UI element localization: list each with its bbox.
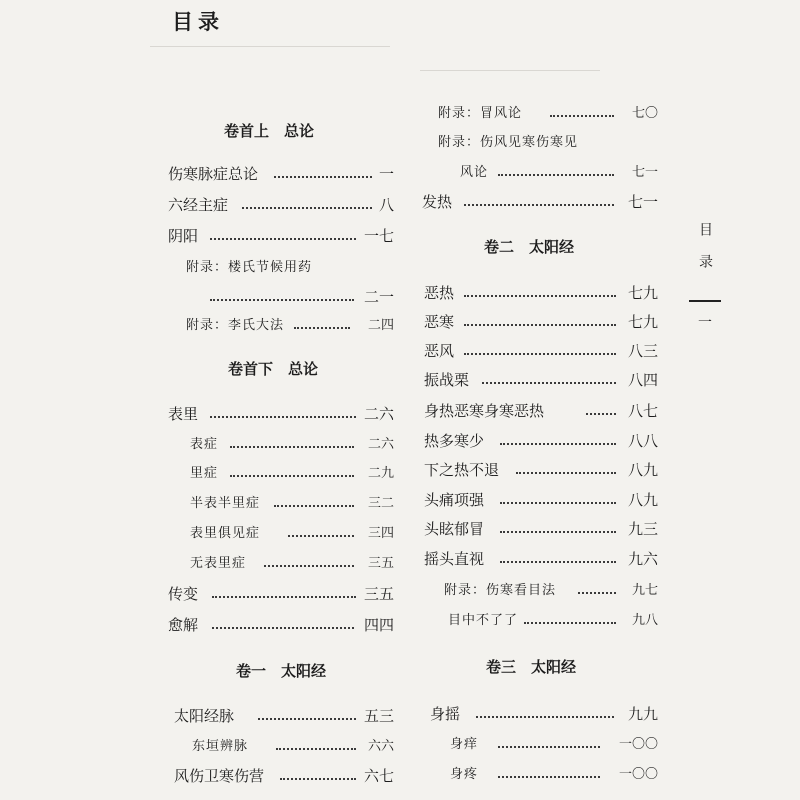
- toc-section-heading: [168, 358, 394, 380]
- leader-dots: [500, 531, 616, 533]
- toc-page-number: 七〇: [631, 106, 658, 121]
- toc-section-heading: [168, 660, 394, 682]
- toc-entry-label: 附录：李氏大法: [186, 318, 285, 333]
- toc-page-number: 二六: [367, 437, 394, 452]
- leader-dots: [294, 327, 350, 329]
- toc-entry-label: 恶寒: [424, 313, 455, 331]
- leader-dots: [498, 776, 600, 778]
- leader-dots: [464, 204, 614, 206]
- toc-sub-entry[interactable]: [420, 579, 658, 601]
- toc-sub-entry[interactable]: [168, 522, 394, 544]
- toc-entry[interactable]: [168, 614, 394, 636]
- leader-dots: [498, 174, 614, 176]
- toc-entry-label: 里症: [190, 466, 219, 481]
- toc-entry-label: 发热: [422, 193, 453, 211]
- leader-dots: [464, 324, 616, 326]
- side-running-header: [688, 222, 722, 332]
- toc-sub-entry[interactable]: [168, 552, 394, 574]
- toc-section-heading: [168, 120, 394, 142]
- leader-dots: [210, 299, 354, 301]
- toc-entry-label: 身热恶寒身寒恶热: [424, 402, 545, 420]
- toc-entry[interactable]: [420, 191, 658, 213]
- toc-entry-label: 表里俱见症: [190, 526, 261, 541]
- toc-page-number: 二一: [363, 288, 394, 306]
- leader-dots: [498, 746, 600, 748]
- toc-page-number: 三五: [367, 556, 394, 571]
- toc-entry-label: 身痒: [450, 737, 479, 752]
- toc-entry-label: 身疼: [450, 767, 479, 782]
- toc-entry-label: 传变: [168, 585, 199, 603]
- toc-entry-label: 摇头直视: [424, 550, 485, 568]
- toc-entry-label: 附录：伤寒看目法: [444, 583, 557, 598]
- toc-sub-entry[interactable]: [420, 763, 658, 785]
- toc-entry-label: 振战栗: [424, 371, 470, 389]
- toc-page-number: 八四: [627, 371, 658, 389]
- toc-entry-label: 头痛项强: [424, 491, 485, 509]
- toc-page-number: 二九: [367, 466, 394, 481]
- toc-section-heading: [420, 656, 658, 678]
- toc-sub-entry[interactable]: [168, 256, 394, 278]
- toc-entry-label: 太阳经脉: [174, 707, 235, 725]
- toc-entry-label: 恶热: [424, 284, 455, 302]
- toc-page-number: 四四: [363, 616, 394, 634]
- toc-section-heading: [420, 236, 658, 258]
- toc-sub-entry[interactable]: [168, 735, 394, 757]
- leader-dots: [524, 622, 616, 624]
- toc-sub-entry[interactable]: [420, 131, 658, 153]
- leader-dots: [230, 475, 354, 477]
- toc-entry-label: 无表里症: [190, 556, 247, 571]
- side-page-number: 一: [698, 315, 712, 331]
- toc-entry-label: 附录：冒风论: [438, 106, 523, 121]
- toc-entry-label: 风伤卫寒伤营: [174, 767, 265, 785]
- toc-entry[interactable]: [168, 583, 394, 605]
- toc-page-number: 七九: [627, 284, 658, 302]
- leader-dots: [464, 295, 616, 297]
- toc-entry[interactable]: [420, 369, 658, 391]
- toc-entry[interactable]: [168, 194, 394, 216]
- toc-page-number: 九八: [631, 613, 658, 628]
- toc-sub-entry[interactable]: [168, 462, 394, 484]
- toc-page-number: 七九: [627, 313, 658, 331]
- toc-entry-label: 头眩郁冒: [424, 520, 485, 538]
- toc-sub-entry[interactable]: [168, 314, 394, 336]
- toc-entry-continuation[interactable]: [168, 286, 394, 308]
- toc-entry-label: 下之热不退: [424, 461, 500, 479]
- toc-page-number: 一〇〇: [618, 737, 658, 752]
- toc-page-number: 八三: [627, 342, 658, 360]
- toc-page-number: 六六: [367, 739, 394, 754]
- toc-entry-label: 附录：伤风见寒伤寒见: [438, 135, 579, 150]
- toc-page-number: 二六: [363, 405, 394, 423]
- toc-page-number: 八七: [627, 402, 658, 420]
- toc-entry[interactable]: [168, 765, 394, 787]
- toc-page-number: 八九: [627, 461, 658, 479]
- leader-dots: [500, 561, 616, 563]
- toc-entry-label: 风论: [460, 165, 489, 180]
- toc-page-number: 七一: [627, 193, 658, 211]
- toc-sub-entry[interactable]: [168, 433, 394, 455]
- toc-entry-label: 伤寒脉症总论: [168, 165, 259, 183]
- leader-dots: [288, 535, 354, 537]
- toc-heading-text: 卷二 太阳经: [484, 238, 575, 256]
- toc-page-number: 七一: [631, 165, 658, 180]
- toc-entry[interactable]: [420, 459, 658, 481]
- toc-page-number: 一七: [363, 227, 394, 245]
- toc-entry[interactable]: [420, 282, 658, 304]
- toc-entry[interactable]: [168, 403, 394, 425]
- toc-page-number: 三五: [363, 585, 394, 603]
- toc-page-number: 九七: [631, 583, 658, 598]
- toc-heading-text: 卷首下 总论: [228, 360, 319, 378]
- toc-entry[interactable]: [420, 703, 658, 725]
- toc-page-number: 一〇〇: [618, 767, 658, 782]
- toc-entry-label: 表里: [168, 405, 199, 423]
- leader-dots: [464, 353, 616, 355]
- toc-heading-text: 卷一 太阳经: [236, 662, 327, 680]
- leader-dots: [578, 592, 616, 594]
- toc-entry-label: 阴阳: [168, 227, 199, 245]
- leader-dots: [274, 176, 372, 178]
- toc-entry-label: 恶风: [424, 342, 455, 360]
- toc-entry[interactable]: [420, 340, 658, 362]
- toc-page-number: 九六: [627, 550, 658, 568]
- toc-entry-label: 目中不了了: [448, 613, 519, 628]
- toc-page-number: 二四: [367, 318, 394, 333]
- toc-page-number: 八八: [627, 432, 658, 450]
- toc-page-number: 八: [378, 196, 394, 214]
- toc-page-number: 八九: [627, 491, 658, 509]
- toc-page-number: 一: [378, 165, 394, 183]
- toc-page-number: 五三: [363, 707, 394, 725]
- side-tab-label: 目录: [697, 222, 713, 286]
- leader-dots: [276, 748, 356, 750]
- toc-sub-entry[interactable]: [420, 733, 658, 755]
- toc-entry-label: 愈解: [168, 616, 199, 634]
- leader-dots: [476, 716, 614, 718]
- toc-page-number: 三二: [367, 496, 394, 511]
- toc-entry[interactable]: [168, 163, 394, 185]
- side-tab-rule: [689, 300, 721, 302]
- leader-dots: [516, 472, 616, 474]
- toc-page-number: 九九: [627, 705, 658, 723]
- toc-heading-text: 卷三 太阳经: [486, 658, 577, 676]
- leader-dots: [258, 718, 356, 720]
- toc-entry[interactable]: [420, 430, 658, 452]
- toc-page-number: 六七: [363, 767, 394, 785]
- toc-entry-label: 表症: [190, 437, 219, 452]
- leader-dots: [500, 502, 616, 504]
- leader-dots: [280, 778, 356, 780]
- leader-dots: [210, 238, 356, 240]
- leader-dots: [212, 596, 356, 598]
- toc-page-number: 三四: [367, 526, 394, 541]
- leader-dots: [586, 413, 616, 415]
- leader-dots: [482, 382, 616, 384]
- toc-entry[interactable]: [420, 489, 658, 511]
- toc-entry-label: 热多寒少: [424, 432, 485, 450]
- toc-entry[interactable]: [420, 518, 658, 540]
- leader-dots: [210, 416, 356, 418]
- toc-entry[interactable]: [420, 400, 658, 422]
- leader-dots: [230, 446, 354, 448]
- toc-entry-label: 东垣辨脉: [192, 739, 249, 754]
- leader-dots: [264, 565, 354, 567]
- toc-entry-label: 身摇: [430, 705, 461, 723]
- leader-dots: [500, 443, 616, 445]
- toc-entry-label: 六经主症: [168, 196, 229, 214]
- leader-dots: [550, 115, 614, 117]
- toc-sub-entry[interactable]: [420, 609, 658, 631]
- toc-sub-entry[interactable]: [420, 161, 658, 183]
- leader-dots: [212, 627, 354, 629]
- toc-entry-label: 半表半里症: [190, 496, 261, 511]
- toc-sub-entry[interactable]: [420, 102, 658, 124]
- page-title: 目录: [172, 9, 224, 34]
- toc-heading-text: 卷首上 总论: [224, 122, 315, 140]
- toc-entry[interactable]: [420, 311, 658, 333]
- bleed-through-line: [420, 70, 600, 71]
- leader-dots: [242, 207, 372, 209]
- toc-entry[interactable]: [420, 548, 658, 570]
- toc-entry-label: 附录：楼氏节候用药: [186, 260, 313, 275]
- leader-dots: [274, 505, 354, 507]
- bleed-through-line: [150, 46, 390, 47]
- toc-page-number: 九三: [627, 520, 658, 538]
- toc-entry[interactable]: [168, 225, 394, 247]
- toc-entry[interactable]: [168, 705, 394, 727]
- toc-sub-entry[interactable]: [168, 492, 394, 514]
